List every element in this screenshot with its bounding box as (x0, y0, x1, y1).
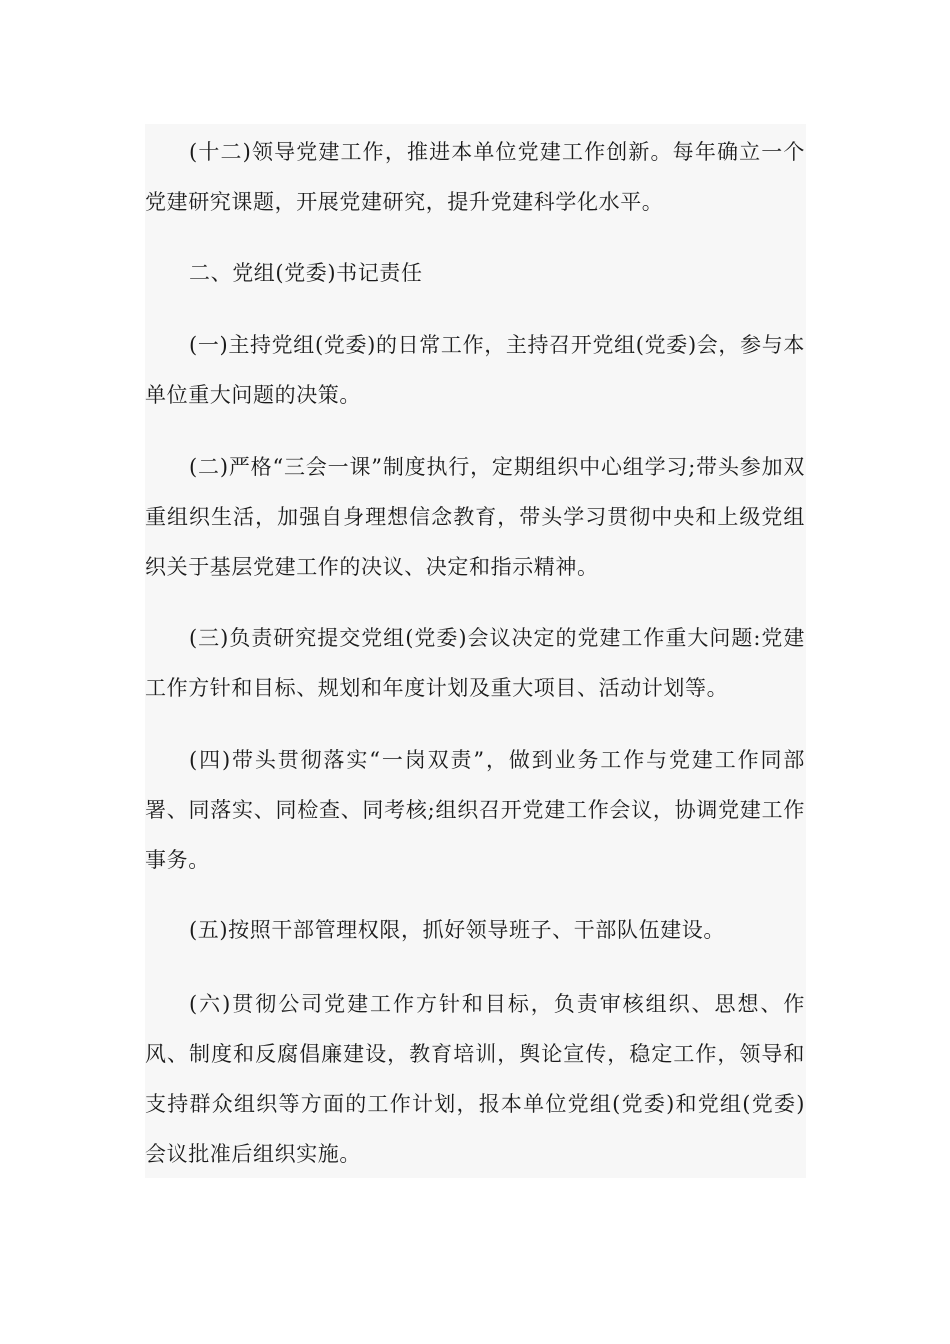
paragraph-item-4: (四)带头贯彻落实“一岗双责”，做到业务工作与党建工作同部署、同落实、同检查、同考核;组织召开党建工作会议，协调党建工作事务。 (145, 748, 805, 872)
paragraph-item-6: (六)贯彻公司党建工作方针和目标，负责审核组织、思想、作风、制度和反腐倡廉建设，教育培训，舆论宣传，稳定工作，领导和支持群众组织等方面的工作计划，报本单位党组(党委)和党组(党委)会议批准后组织实施。 (145, 992, 805, 1166)
paragraph-item-12: (十二)领导党建工作，推进本单位党建工作创新。每年确立一个党建研究课题，开展党建研究，提升党建科学化水平。 (145, 140, 805, 214)
paragraph-item-5: (五)按照干部管理权限，抓好领导班子、干部队伍建设。 (189, 918, 725, 942)
paragraph-item-1: (一)主持党组(党委)的日常工作，主持召开党组(党委)会，参与本单位重大问题的决策。 (145, 333, 805, 407)
paragraph-item-2: (二)严格“三会一课”制度执行，定期组织中心组学习;带头参加双重组织生活，加强自身理想信念教育，带头学习贯彻中央和上级党组织关于基层党建工作的决议、决定和指示精神。 (145, 455, 805, 579)
section-heading-secretary-responsibility: 二、党组(党委)书记责任 (189, 261, 423, 285)
paragraph-item-3: (三)负责研究提交党组(党委)会议决定的党建工作重大问题:党建工作方针和目标、规划和年度计划及重大项目、活动计划等。 (145, 626, 805, 700)
